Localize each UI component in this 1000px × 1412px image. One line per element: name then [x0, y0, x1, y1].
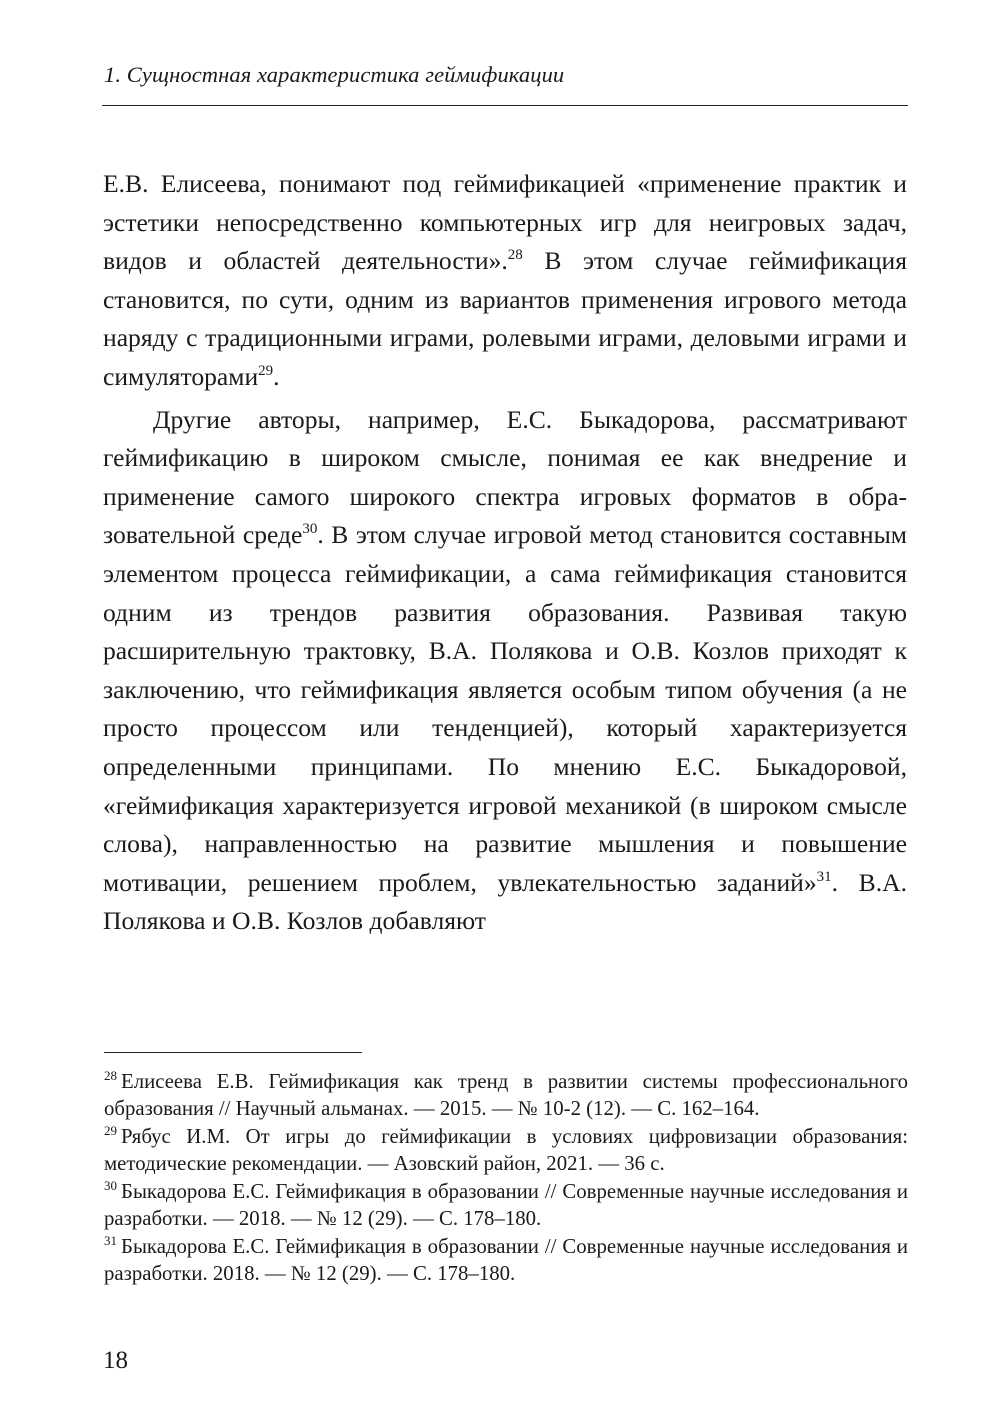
footnote — [104, 1123, 908, 1177]
footnote-text: Быкадорова Е.С. Геймификация в образовании // Современные научные исследования и разработки. — 2018. — № 12 (29). — С. 178–180. — [104, 1180, 908, 1230]
paragraph-text: . В.А. Полякова и О.В. Козлов добавляют — [103, 867, 907, 936]
paragraph-text: . — [273, 361, 280, 391]
footnote-number: 30 — [104, 1178, 117, 1193]
footnotes — [104, 1068, 908, 1288]
paragraph-text: . В этом случае игровой метод становится составным элементом процесса геймификации, а сама геймификация становится одним из трендов развития образования. Развивая такую расширительную трактовку, В.А. Полякова и О.В. Козлов приходят к заключению, что геймификация является особым типом обучения (а не просто процессом или тенденцией), который характеризуется определенными принципами. По мнению Е.С. Быкадоровой, «геймификация характеризуется игровой механикой (в широком смысле слова), направленностью на развитие мышления и повышение мотивации, решением проблем, увлекательностью заданий» — [103, 520, 907, 897]
header-divider — [102, 105, 908, 106]
running-title: 1. Сущностная характеристика геймификации — [104, 62, 565, 87]
footnote-ref[interactable]: 31 — [816, 868, 832, 885]
footnote-text: Быкадорова Е.С. Геймификация в образовании // Современные научные исследования и разработки. 2018. — № 12 (29). — С. 178–180. — [104, 1235, 908, 1285]
footnote-text: Рябус И.М. От игры до геймификации в условиях цифровизации образования: методические рекомендации. — Азовский район, 2021. — 36 с. — [104, 1125, 908, 1175]
paragraph-text: Е.В. Елисеева, понимают под геймификацией «применение практик и эстетики непосредственно компьютерных игр для неигровых задач, видов и областей деятельности». — [103, 169, 907, 276]
footnote-ref[interactable]: 28 — [507, 247, 523, 264]
footnote-ref[interactable]: 30 — [302, 521, 318, 538]
footnote-number: 28 — [104, 1068, 117, 1083]
main-text — [103, 165, 907, 941]
footnote-text: Елисеева Е.В. Геймификация как тренд в развитии системы профессионального образования // Научный альманах. — 2015. — № 10-2 (12). — С. 162–164. — [104, 1070, 908, 1120]
paragraph-text: В этом случае геймификация становится, по сути, одним из вариантов применения игрового метода наряду с традиционными играми, ролевыми играми, деловыми играми и симуляторами — [103, 246, 907, 391]
footnote — [104, 1233, 908, 1287]
paragraph — [103, 165, 907, 397]
page-number: 18 — [103, 1347, 128, 1374]
footnote-divider — [104, 1052, 362, 1053]
footnote — [104, 1178, 908, 1232]
paragraph-text: Другие авторы, например, Е.С. Быкадорова, рассматривают геймификацию в широком смысле, понимая ее как внедрение и применение самого широкого спектра игровых форматов в образовательной среде — [103, 404, 907, 550]
footnote-number: 29 — [104, 1123, 117, 1138]
footnote-ref[interactable]: 29 — [258, 362, 274, 379]
footnote — [104, 1068, 908, 1122]
paragraph — [103, 401, 907, 941]
footnote-number: 31 — [104, 1233, 117, 1248]
